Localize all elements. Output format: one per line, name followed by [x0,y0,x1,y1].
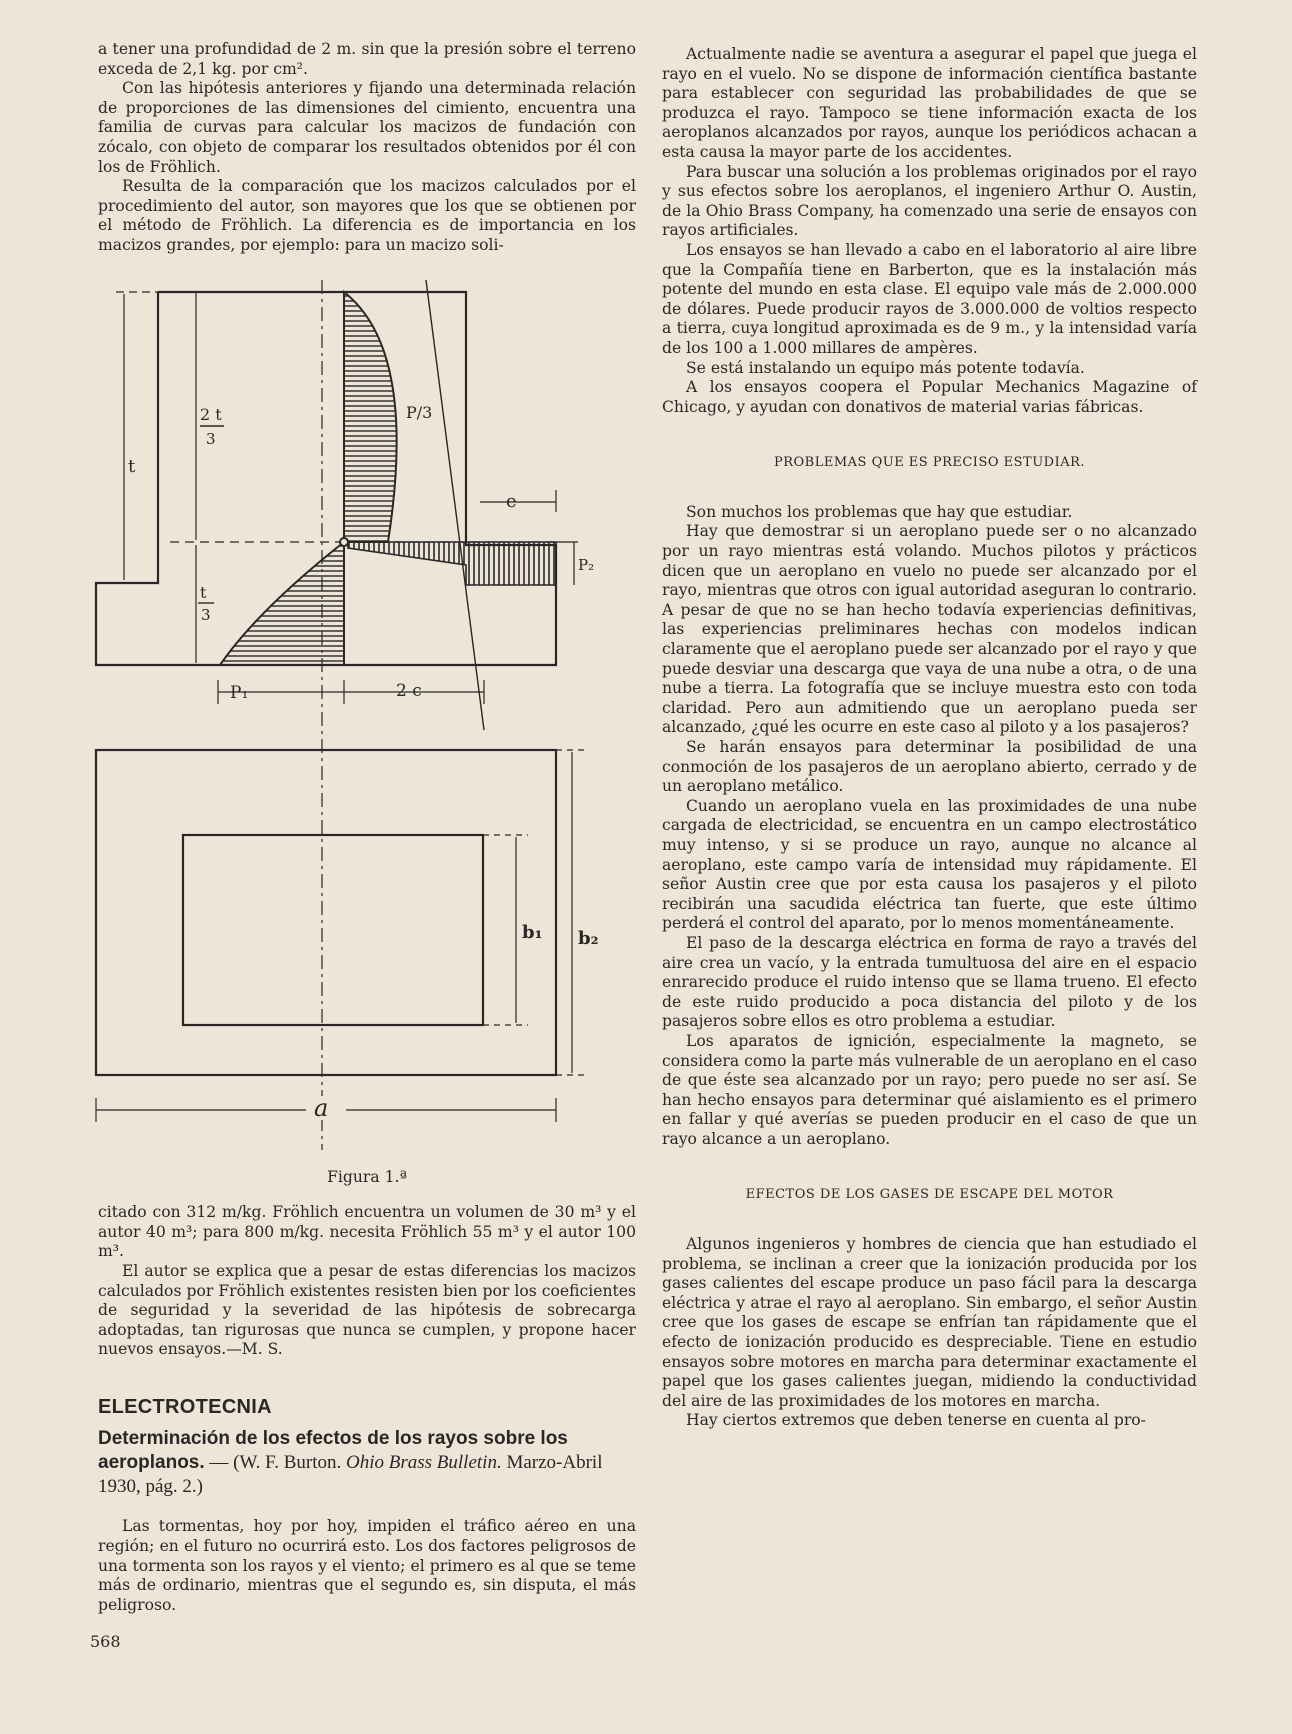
paragraph: Para buscar una solución a los problemas originados por el rayo y sus efectos sobre los aeroplanos, el ingeniero Arthur O. Austin, de la Ohio Brass Company, ha comenzado una serie de ensayos con rayos artificiales. [662,162,1197,240]
label-t3-den: 3 [201,605,211,624]
paragraph: Hay que demostrar si un aeroplano puede ser o no alcanzado por un rayo mientras está volando. Muchos pilotos y prácticos dicen que un aeroplano en vuelo no puede ser alcanzado por el rayo, mientras que otros con igual autoridad aseguran lo contrario. A pesar de que no se han hecho todavía experiencias definitivas, las experiencias preliminares hechas con modelos indican claramente que el aeroplano puede ser alcanzado por el rayo y que puede desviar una descarga que vaya de una nube a otra, o de una nube a tierra. La fotografía que se incluye muestra esto con toda claridad. Pero aun admitiendo que un aeroplano pueda ser alcanzado, ¿qué les ocurre en este caso al piloto y a los pasajeros? [662,522,1197,737]
page-number: 568 [90,1632,121,1651]
article-journal: Ohio Brass Bulletin. [346,1452,502,1474]
paragraph: Los ensayos se han llevado a cabo en el laboratorio al aire libre que la Compañía tiene en Barberton, que es la instalación más potente del mundo en esta clase. El equipo vale más de 2.000.000 de dólares. Puede producir rayos de 3.000.000 de voltios respecto a tierra, cuya longitud aproximada es de 9 m., y la intensidad varía de los 100 a 1.000 millares de ampères. [662,240,1197,357]
figure-caption: Figura 1.ª [327,1167,407,1186]
label-2t-num: 2 t [200,404,222,424]
label-2c: 2 c [396,680,422,701]
foundation-figure [88,280,628,1160]
right-column [662,45,1197,1431]
label-e: e [506,490,517,512]
section-heading: EFECTOS DE LOS GASES DE ESCAPE DEL MOTOR [745,1187,1114,1203]
label-p2: P₂ [578,555,595,574]
paragraph: Se harán ensayos para determinar la posibilidad de una conmoción de los pasajeros de un aeroplano abierto, cerrado y de un aeroplano metálico. [662,738,1197,796]
lower-pressure-diagram [220,542,344,665]
label-b1: b₁ [522,921,543,943]
paragraph: A los ensayos coopera el Popular Mechanics Magazine of Chicago, y ayudan con donativos de material varias fábricas. [662,378,1197,416]
paragraph: Con las hipótesis anteriores y fijando una determinada relación de proporciones de las dimensiones del cimiento, encuentra una familia de curvas para calcular los macizos de fundación con zócalo, con objeto de comparar los resultados obtenidos por él con los de Fröhlich. [98,79,636,176]
paragraph: Las tormentas, hoy por hoy, impiden el tráfico aéreo en una región; en el futuro no ocurrirá esto. Los dos factores peligrosos de una tormenta son los rayos y el viento; el primero es al que se teme más de ordinario, mientras que el segundo es, sin disputa, el más peligroso. [98,1517,636,1614]
article-title [98,1427,636,1499]
label-p1: P₁ [230,682,249,703]
base-pressure-block [348,542,556,585]
paragraph: Algunos ingenieros y hombres de ciencia que han estudiado el problema, se inclinan a creer que la ionización producida por los gases calientes del escape produce un paso fácil para la descarga eléctrica y atrae el rayo al aeroplano. Sin embargo, el señor Austin cree que los gases de escape se enfrían tan rápidamente que el efecto de ionización producido es despreciable. Tiene en estudio ensayos sobre motores en marcha para determinar exactamente el papel que los gases calientes juegan, midiendo la conductividad del aire de las proximidades de los motores en marcha. [662,1235,1197,1410]
paragraph: El autor se explica que a pesar de estas diferencias los macizos calculados por Fröhlich existentes resisten bien por los coeficientes de seguridad y la severidad de las hipótesis de sobrecarga adoptadas, tan rigurosas que nunca se cumplen, y propone hacer nuevos ensayos.—M. S. [98,1261,636,1359]
paragraph: El paso de la descarga eléctrica en forma de rayo a través del aire crea un vacío, y la entrada tumultuosa del aire en el espacio enrarecido produce el ruido intenso que se llama trueno. El efecto de este ruido producido a poca distancia del piloto y de los pasajeros sobre ellos es otro problema a estudiar. [662,933,1197,1031]
outer-footing-plan [96,750,556,1075]
article-ref: Marzo-Abril 1930, pág. 2.) [98,1452,603,1498]
section-heading: PROBLEMAS QUE ES PRECISO ESTUDIAR. [773,455,1086,471]
article-title-text: Determinación de los efectos de los rayos sobre los aeroplanos. [98,1428,568,1474]
label-p-third: P/3 [406,402,433,422]
paragraph: Cuando un aeroplano vuela en las proximidades de una nube cargada de electricidad, se encuentra en un campo electrostático muy intenso, y si se produce un rayo, aunque no alcance al aeroplano, este campo varía de intensidad muy rápidamente. El señor Austin cree que por esta causa los pasajeros y el piloto recibirán una sacudida eléctrica tan fuerte, que este último perderá el control del aparato, por lo menos momentáneamente. [662,796,1197,933]
paragraph: Los aparatos de ignición, especialmente la magneto, se considera como la parte más vulnerable de un aeroplano en el caso de que éste sea alcanzado por un rayo; pero puede no ser así. Se han hecho ensayos para determinar qué aislamiento es el primero en fallar y qué averías se pueden producir en el caso de que un rayo alcance a un aeroplano. [662,1031,1197,1148]
paragraph: Hay ciertos extremos que deben tenerse en cuenta al pro- [686,1411,1146,1430]
upper-pressure-diagram [344,292,397,542]
label-b2: b₂ [578,927,599,949]
article-author: — (W. F. Burton. [204,1452,346,1474]
paragraph: a tener una profundidad de 2 m. sin que la presión sobre el terreno exceda de 2,1 kg. por cm². [98,40,636,78]
label-t: t [128,455,136,477]
left-column [98,40,636,1615]
paragraph: citado con 312 m/kg. Fröhlich encuentra un volumen de 30 m³ y el autor 40 m³; para 800 m/kg. necesita Fröhlich 55 m³ y el autor 100 m³. [98,1203,636,1261]
label-t3-num: t [200,582,207,602]
label-2t-den: 3 [206,429,216,448]
inner-block-plan [183,835,483,1025]
paragraph: Actualmente nadie se aventura a asegurar el papel que juega el rayo en el vuelo. No se dispone de información científica bastante para establecer con seguridad las probabilidades de que se produzca el rayo. Tampoco se tiene información exacta de los aeroplanos alcanzados por rayos, aunque los periódicos achacan a esta causa la mayor parte de los accidentes. [662,45,1197,161]
paragraph: Se está instalando un equipo más potente todavía. [686,358,1085,377]
paragraph: Resulta de la comparación que los macizos calculados por el procedimiento del autor, son mayores que los que se obtienen por el método de Fröhlich. La diferencia es de importancia en los macizos grandes, por ejemplo: para un macizo soli- [98,177,636,254]
label-a: a [314,1093,329,1122]
paragraph: Son muchos los problemas que hay que estudiar. [686,502,1073,521]
section-title: ELECTROTECNIA [98,1395,272,1418]
